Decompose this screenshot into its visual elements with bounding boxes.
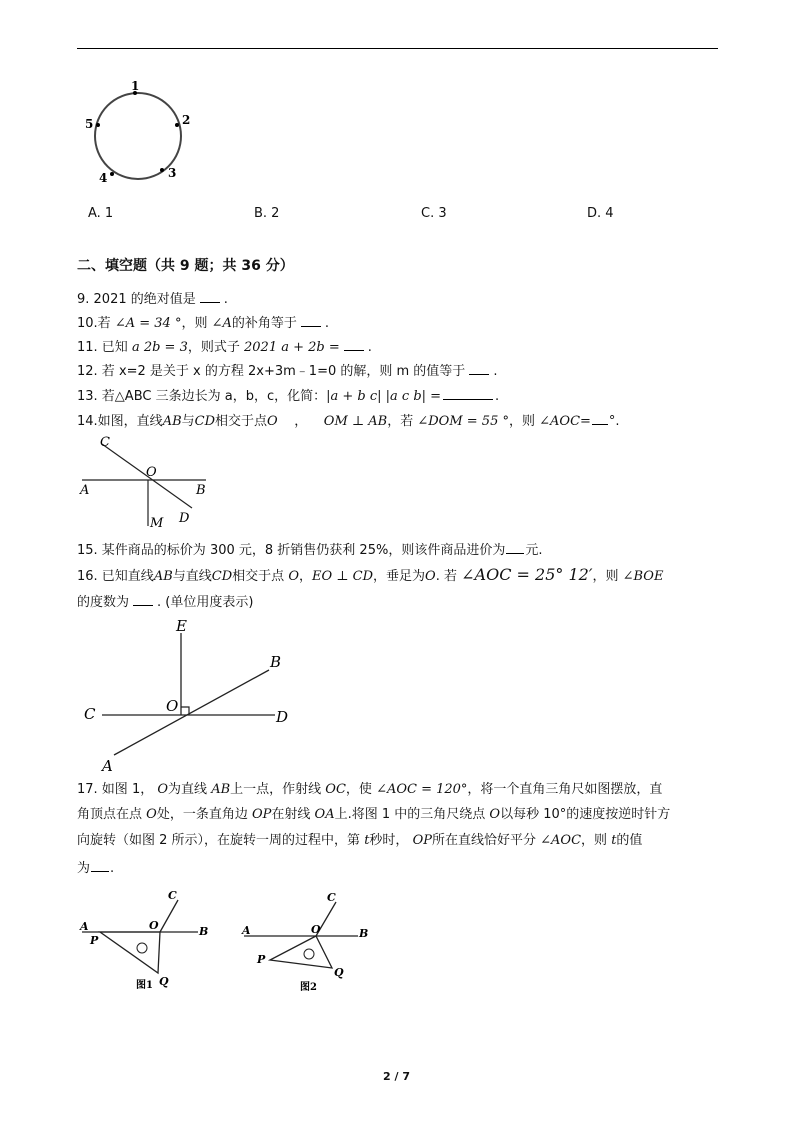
- point-2: [175, 123, 179, 127]
- option-b: B. 2: [254, 206, 280, 221]
- label-p: P: [257, 953, 266, 966]
- label-c: C: [327, 891, 336, 904]
- line-ab: [114, 670, 269, 755]
- question-16-line-2: 的度数为 . (单位用度表示): [77, 595, 254, 610]
- label-o: O: [149, 919, 159, 932]
- label-e: E: [176, 617, 187, 635]
- question-15: 15. 某件商品的标价为 300 元，8 折销售仍获利 25%，则该件商品进价为 元.: [77, 543, 543, 558]
- question-9: 9. 2021 的绝对值是 .: [77, 292, 228, 307]
- q17-figure-2: [240, 888, 380, 993]
- question-10: 10.若 ∠A = 34 °，则 ∠A的补角等于 .: [77, 316, 330, 331]
- q16-figure: [80, 615, 310, 775]
- question-16-line-1: 16. 已知直线AB与直线CD相交于点 O，EO ⊥ CD，垂足为O. 若 ∠AOC = 25° 12′，则 ∠BOE: [77, 565, 664, 584]
- label-a: A: [242, 924, 251, 937]
- label-b: B: [359, 927, 369, 940]
- q14-figure: [78, 436, 218, 531]
- label-c: C: [168, 889, 177, 902]
- label-o: O: [166, 697, 179, 715]
- question-17-line-1: 17. 如图 1， O为直线 AB上一点，作射线 OC，使 ∠AOC = 120°，将一个直角三角尺如图摆放，直: [77, 782, 663, 797]
- label-3: 3: [168, 166, 177, 180]
- label-q: Q: [159, 975, 169, 988]
- question-17-line-4: 为 .: [77, 861, 115, 876]
- q17-figure-1: [78, 888, 218, 993]
- question-14: 14.如图，直线AB与CD相交于点O ， OM ⊥ AB，若 ∠DOM = 55 °，则 ∠AOC= °.: [77, 414, 620, 429]
- ray-oc: [160, 900, 178, 932]
- point-3: [160, 168, 164, 172]
- label-o: O: [311, 923, 321, 936]
- label-a: A: [80, 920, 89, 933]
- option-d: D. 4: [587, 206, 614, 221]
- set-square-hole: [304, 949, 314, 959]
- set-square: [270, 936, 332, 968]
- set-square-hole: [137, 943, 147, 953]
- label-p: P: [90, 934, 99, 947]
- label-1: 1: [131, 79, 140, 93]
- section-title: 二、填空题（共 9 题；共 36 分）: [77, 258, 294, 274]
- label-c: C: [100, 435, 110, 450]
- page-number: 2 / 7: [383, 1070, 410, 1083]
- question-12: 12. 若 x=2 是关于 x 的方程 2x+3m﹣1=0 的解，则 m 的值等于 .: [77, 364, 498, 379]
- label-m: M: [150, 516, 164, 531]
- question-17-line-3: 向旋转（如图 2 所示），在旋转一周的过程中，第 t秒时， OP所在直线恰好平分 ∠AOC，则 t的值: [77, 833, 643, 848]
- label-a: A: [80, 483, 90, 498]
- label-4: 4: [99, 171, 108, 185]
- point-5: [96, 123, 100, 127]
- label-a: A: [102, 757, 113, 775]
- caption: 图2: [300, 982, 317, 993]
- label-b: B: [196, 483, 206, 498]
- label-d: D: [276, 708, 289, 726]
- label-c: C: [84, 705, 96, 723]
- option-a: A. 1: [88, 206, 114, 221]
- label-b: B: [270, 653, 282, 671]
- label-b: B: [199, 925, 209, 938]
- label-o: O: [146, 465, 157, 480]
- header-rule: [77, 48, 718, 49]
- question-11: 11. 已知 a 2b = 3，则式子 2021 a + 2b = .: [77, 340, 372, 355]
- label-2: 2: [182, 113, 191, 127]
- caption: 图1: [136, 980, 153, 991]
- label-q: Q: [334, 966, 344, 979]
- question-13: 13. 若△ABC 三条边长为 a，b，c，化简：|a + b c| |a c b| = .: [77, 389, 500, 404]
- option-c: C. 3: [421, 206, 447, 221]
- label-d: D: [179, 511, 190, 526]
- question-17-line-2: 角顶点在点 O处，一条直角边 OP在射线 OA上.将图 1 中的三角尺绕点 O以每秒 10°的速度按逆时针方: [77, 807, 671, 822]
- point-4: [110, 172, 114, 176]
- q8-circle-figure: [80, 78, 200, 188]
- label-5: 5: [85, 117, 94, 131]
- set-square: [100, 932, 160, 973]
